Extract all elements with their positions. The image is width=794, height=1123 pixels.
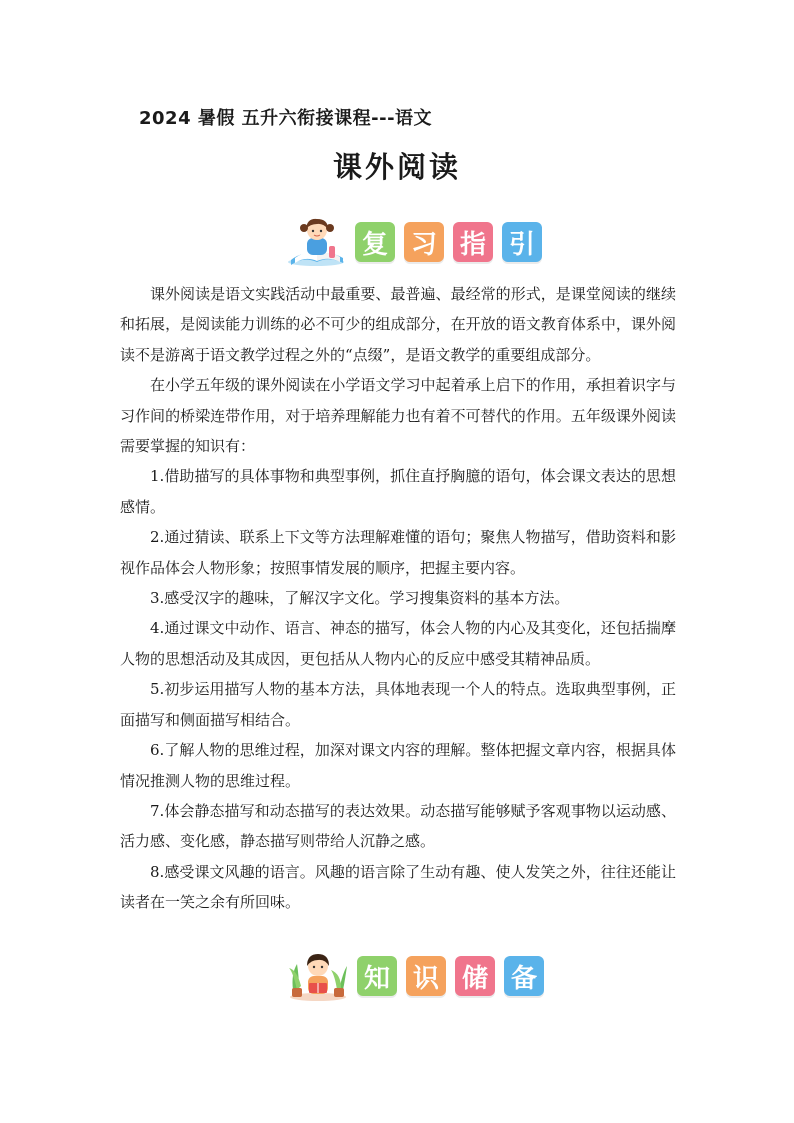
- page-title: 课外阅读: [332, 150, 461, 184]
- paragraph-grade-five: 在小学五年级的课外阅读在小学语文学习中起着承上启下的作用，承担着识字与习作间的桥梁连带作用，对于培养理解能力也有着不可替代的作用。五年级课外阅读需要掌握的知识有：: [120, 376, 676, 456]
- banner-char-2: 习: [404, 222, 444, 262]
- course-title: 2024 暑假 五升六衔接课程---语文: [139, 108, 433, 129]
- banner-char-3: 储: [455, 956, 495, 996]
- banner-char-3: 指: [453, 222, 493, 262]
- banner-char-1: 复: [355, 222, 395, 262]
- knowledge-point-4: 4.通过课文中动作、语言、神态的描写，体会人物的内心及其变化，还包括揣摩人物的思想活动及其成因，更包括从人物内心的反应中感受其精神品质。: [120, 619, 676, 668]
- knowledge-point-6: 6.了解人物的思维过程，加深对课文内容的理解。整体把握文章内容，根据具体情况推测人物的思维过程。: [120, 741, 676, 790]
- knowledge-point-2: 2.通过猜读、联系上下文等方法理解难懂的语句；聚焦人物描写，借助资料和影视作品体会人物形象；按照事情发展的顺序，把握主要内容。: [120, 528, 676, 577]
- child-reading-with-plants-illustration: [287, 950, 349, 1002]
- knowledge-point-8: 8.感受课文风趣的语言。风趣的语言除了生动有趣、使人发笑之外，往往还能让读者在一笑之余有所回味。: [120, 862, 676, 912]
- knowledge-point-3: 3.感受汉字的趣味，了解汉字文化。学习搜集资料的基本方法。: [150, 589, 570, 608]
- knowledge-reserve-banner: [287, 950, 553, 1002]
- review-guide-banner: [285, 216, 551, 268]
- banner-char-1: 知: [357, 956, 397, 996]
- banner-char-4: 备: [504, 956, 544, 996]
- banner-char-4: 引: [502, 222, 542, 262]
- paragraph-intro: 课外阅读是语文实践活动中最重要、最普遍、最经常的形式，是课堂阅读的继续和拓展，是阅读能力训练的必不可少的组成部分，在开放的语文教育体系中，课外阅读不是游离于语文教学过程之外的“点缀”，是语文教学的重要组成部分。: [120, 285, 676, 364]
- girl-reading-book-illustration: [285, 216, 347, 268]
- knowledge-point-1: 1.借助描写的具体事物和典型事例，抓住直抒胸臆的语句，体会课文表达的思想感情。: [120, 467, 676, 516]
- article-body: [120, 279, 676, 918]
- knowledge-point-7: 7.体会静态描写和动态描写的表达效果。动态描写能够赋予客观事物以运动感、活力感、变化感，静态描写则带给人沉静之感。: [120, 801, 676, 851]
- banner-char-2: 识: [406, 956, 446, 996]
- knowledge-point-5: 5.初步运用描写人物的基本方法，具体地表现一个人的特点。选取典型事例，正面描写和侧面描写相结合。: [120, 680, 676, 729]
